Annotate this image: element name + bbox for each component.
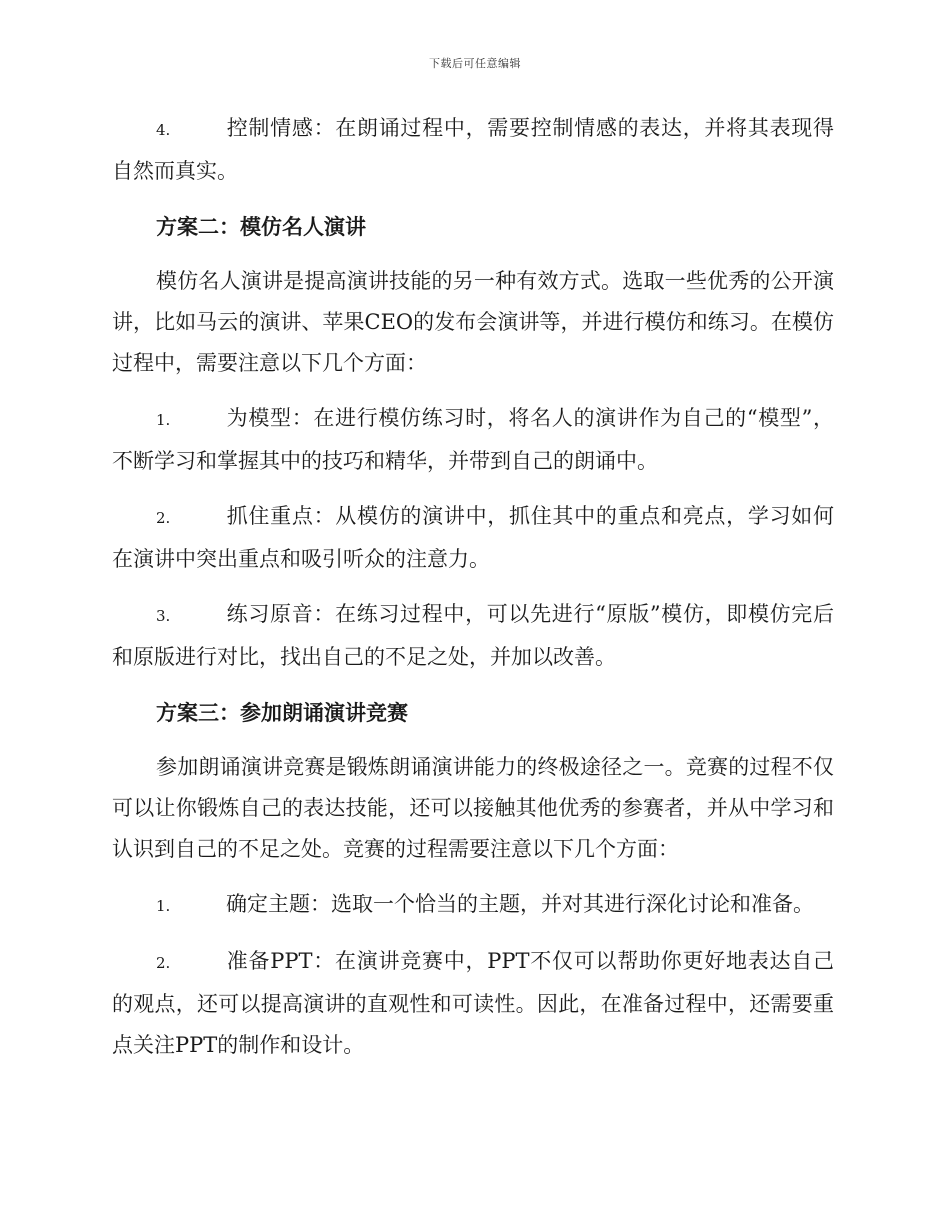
list-text: 准备PPT：在演讲竞赛中，PPT不仅可以帮助你更好地表达自己的观点，还可以提高演讲的直观性和可读性。因此，在准备过程中，还需要重点关注PPT的制作和设计。: [112, 949, 834, 1057]
list-text: 控制情感：在朗诵过程中，需要控制情感的表达，并将其表现得自然而真实。: [112, 116, 834, 183]
document-body: [112, 108, 834, 1080]
list-item: [112, 398, 834, 482]
list-number: 4.: [156, 121, 171, 139]
list-text: 抓住重点：从模仿的演讲中，抓住其中的重点和亮点，学习如何在演讲中突出重点和吸引听众的注意力。: [112, 504, 834, 571]
list-item: [112, 594, 834, 678]
list-item: [112, 941, 834, 1066]
list-number: 1.: [156, 897, 171, 915]
list-number: 2.: [156, 509, 171, 527]
list-text: 确定主题：选取一个恰当的主题，并对其进行深化讨论和准备。: [226, 892, 814, 916]
list-item: [112, 884, 834, 927]
paragraph: 参加朗诵演讲竞赛是锻炼朗诵演讲能力的终极途径之一。竞赛的过程不仅可以让你锻炼自己的表达技能，还可以接触其他优秀的参赛者，并从中学习和认识到自己的不足之处。竞赛的过程需要注意以下几个方面：: [112, 755, 834, 861]
list-text: 为模型：在进行模仿练习时，将名人的演讲作为自己的“模型”，不断学习和掌握其中的技巧和精华，并带到自己的朗诵中。: [112, 406, 834, 473]
paragraph: 模仿名人演讲是提高演讲技能的另一种有效方式。选取一些优秀的公开演讲，比如马云的演讲、苹果CEO的发布会演讲等，并进行模仿和练习。在模仿过程中，需要注意以下几个方面：: [112, 269, 834, 375]
section-heading: 方案二：模仿名人演讲: [156, 214, 366, 239]
list-number: 1.: [156, 411, 171, 429]
page-header: 下载后可任意编辑: [429, 57, 521, 70]
section-heading: 方案三：参加朗诵演讲竞赛: [156, 700, 408, 725]
list-text: 练习原音：在练习过程中，可以先进行“原版”模仿，即模仿完后和原版进行对比，找出自己的不足之处，并加以改善。: [112, 602, 834, 669]
list-item: [112, 496, 834, 580]
list-item: [112, 108, 834, 192]
list-number: 2.: [156, 954, 171, 972]
list-number: 3.: [156, 607, 171, 625]
